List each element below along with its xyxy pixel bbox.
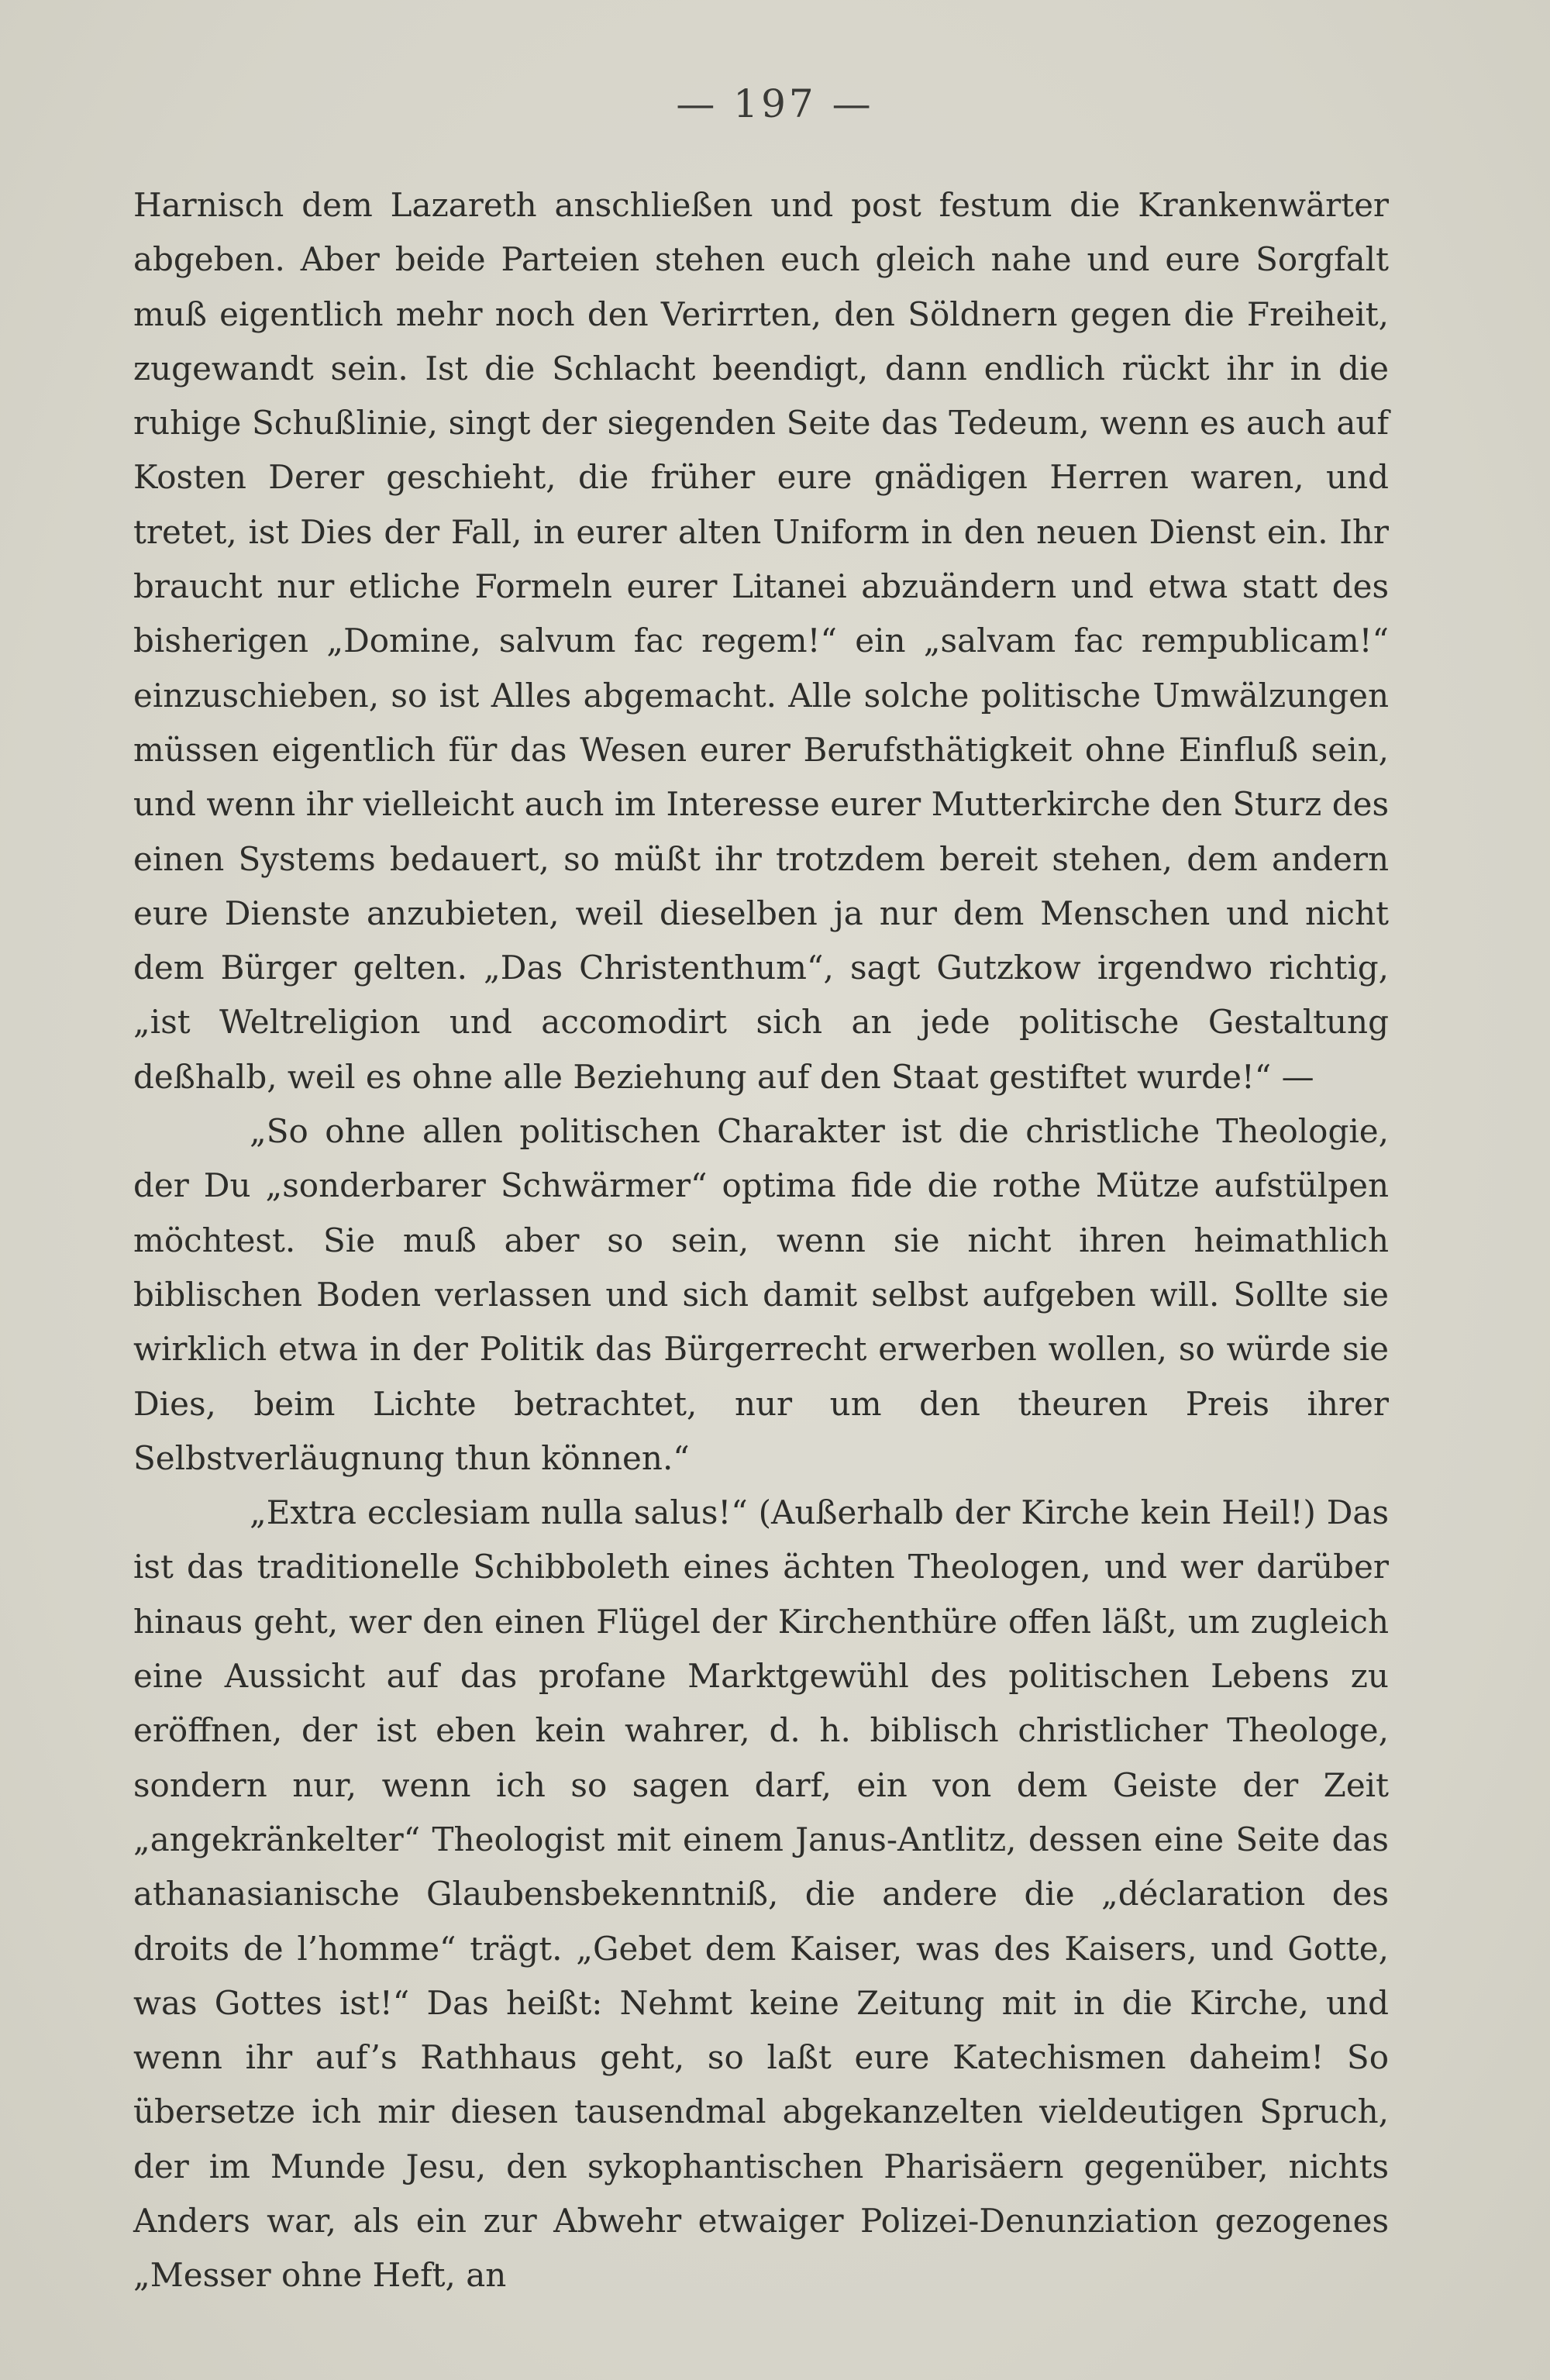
page-number: — 197 — <box>676 81 874 126</box>
paragraph-2: „So ohne allen politischen Charakter ist die christliche Theologie, der Du „sonderbarer Schwärmer“ optima fide die rothe Mütze aufstülpen möchtest. Sie muß aber so sein, wenn sie nicht ihren heimathlich biblischen Boden verlassen und sich damit selbst aufgeben will. Sollte sie wirklich etwa in der Politik das Bürgerrecht erwerben wollen, so würde sie Dies, beim Lichte betrachtet, nur um den theuren Preis ihrer Selbstverläugnung thun können.“ <box>133 1112 1389 1477</box>
body-text <box>133 178 1389 2303</box>
paragraph-3: „Extra ecclesiam nulla salus!“ (Außerhalb der Kirche kein Heil!) Das ist das traditionelle Schibboleth eines ächten Theologen, und wer darüber hinaus geht, wer den einen Flügel der Kirchenthüre offen läßt, um zugleich eine Aussicht auf das profane Marktgewühl des politischen Lebens zu eröffnen, der ist eben kein wahrer, d. h. biblisch christlicher Theologe, sondern nur, wenn ich so sagen darf, ein von dem Geiste der Zeit „angekränkelter“ Theologist mit einem Janus-Antlitz, dessen eine Seite das athanasianische Glaubensbekenntniß, die andere die „déclaration des droits de l’homme“ trägt. „Gebet dem Kaiser, was des Kaisers, und Gotte, was Gottes ist!“ Das heißt: Nehmt keine Zeitung mit in die Kirche, und wenn ihr auf’s Rathhaus geht, so laßt eure Katechismen daheim! So übersetze ich mir diesen tausendmal abgekanzelten vieldeutigen Spruch, der im Munde Jesu, den sykophantischen Pharisäern gegenüber, nichts Anders war, als ein zur Abwehr etwaiger Polizei-Denunziation gezogenes „Messer ohne Heft, an <box>133 1493 1389 2295</box>
paragraph-1: Harnisch dem Lazareth anschließen und post festum die Krankenwärter abgeben. Aber beide Parteien stehen euch gleich nahe und eure Sorgfalt muß eigentlich mehr noch den Verirrten, den Söldnern gegen die Freiheit, zugewandt sein. Ist die Schlacht beendigt, dann endlich rückt ihr in die ruhige Schußlinie, singt der siegenden Seite das Tedeum, wenn es auch auf Kosten Derer geschieht, die früher eure gnädigen Herren waren, und tretet, ist Dies der Fall, in eurer alten Uniform in den neuen Dienst ein. Ihr braucht nur etliche Formeln eurer Litanei abzuändern und etwa statt des bisherigen „Domine, salvum fac regem!“ ein „salvam fac rempublicam!“ einzuschieben, so ist Alles abgemacht. Alle solche politische Umwälzungen müssen eigentlich für das Wesen eurer Berufsthätigkeit ohne Einfluß sein, und wenn ihr vielleicht auch im Interesse eurer Mutterkirche den Sturz des einen Systems bedauert, so müßt ihr trotzdem bereit stehen, dem andern eure Dienste anzubieten, weil dieselben ja nur dem Menschen und nicht dem Bürger gelten. „Das Christenthum“, sagt Gutzkow irgendwo richtig, „ist Weltreligion und accomodirt sich an jede politische Gestaltung deßhalb, weil es ohne alle Beziehung auf den Staat gestiftet wurde!“ — <box>133 186 1389 1096</box>
